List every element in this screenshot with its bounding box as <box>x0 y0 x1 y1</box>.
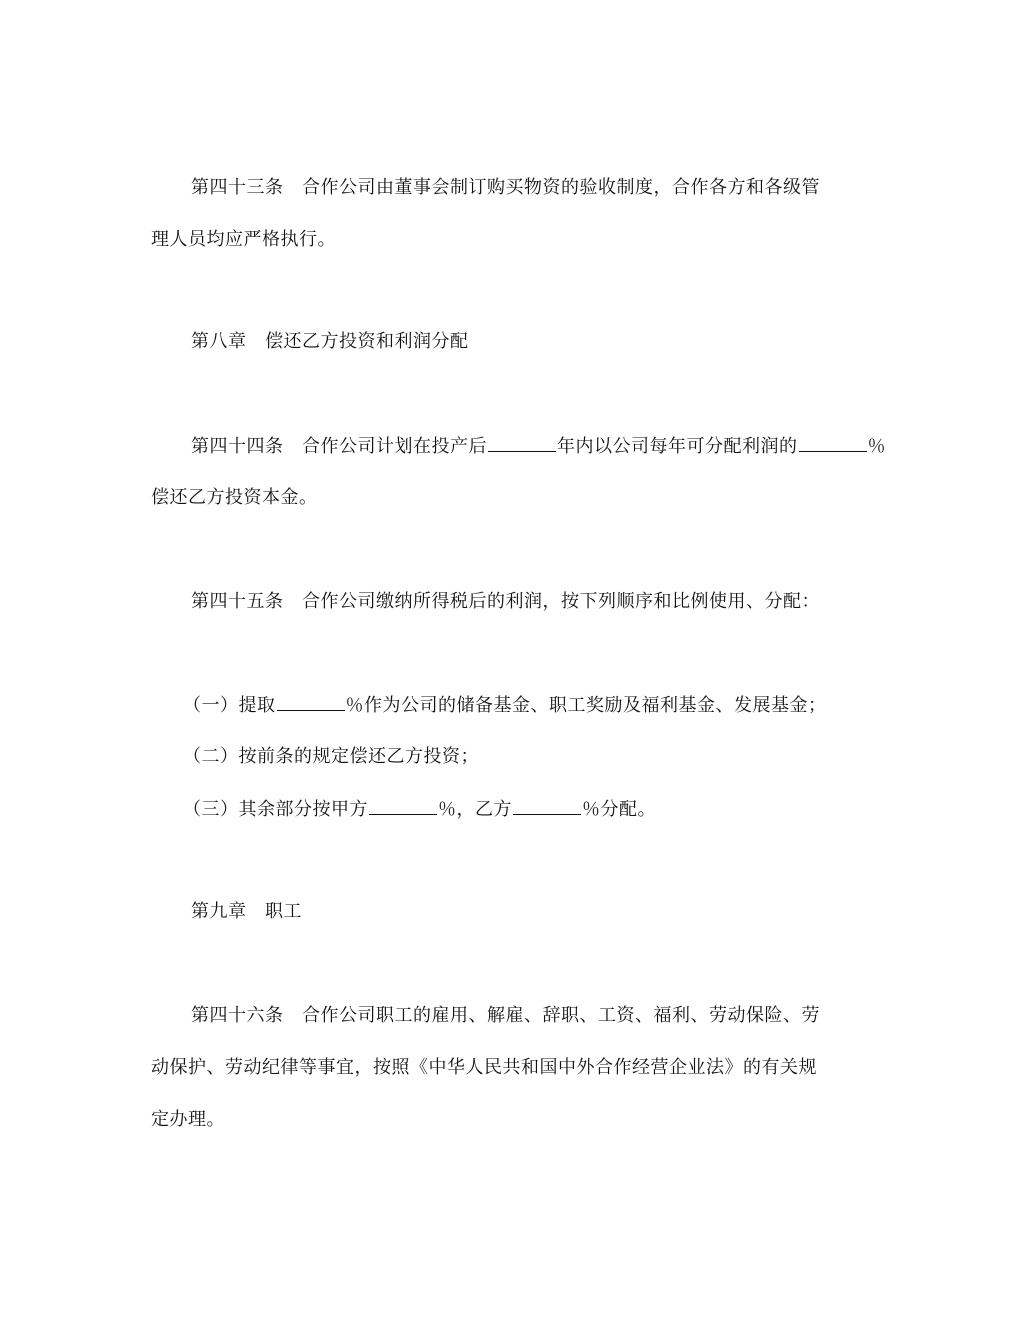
article-45-line-1: 第四十五条 合作公司缴纳所得税后的利润，按下列顺序和比例使用、分配： <box>191 591 820 612</box>
article-46-line-3: 定办理。 <box>151 1109 225 1130</box>
chapter-9-heading: 第九章 职工 <box>191 901 302 922</box>
blank-reserve-percent <box>277 693 345 711</box>
article-43-line-1: 第四十三条 合作公司由董事会制订购买物资的验收制度，合作各方和各级管 <box>191 177 820 198</box>
article-43-line-2: 理人员均应严格执行。 <box>151 229 336 250</box>
article-45-item-1 <box>183 693 827 718</box>
article-44-text-1: 第四十四条 合作公司计划在投产后 <box>191 436 487 457</box>
article-44-line-2: 偿还乙方投资本金。 <box>151 487 318 508</box>
item-3-text-3: ％分配。 <box>582 799 656 820</box>
blank-party-b-percent <box>513 797 581 815</box>
item-3-text-1: （三）其余部分按甲方 <box>183 799 368 820</box>
chapter-8-heading: 第八章 偿还乙方投资和利润分配 <box>191 331 469 352</box>
article-44-line-1 <box>191 434 886 459</box>
item-1-text-1: （一）提取 <box>183 695 276 716</box>
blank-party-a-percent <box>369 797 437 815</box>
article-45-item-3 <box>183 797 656 822</box>
blank-percent-profit <box>799 434 867 452</box>
item-1-text-2: ％作为公司的储备基金、职工奖励及福利基金、发展基金； <box>345 695 827 716</box>
article-44-text-3: ％ <box>867 436 886 457</box>
article-46-line-1: 第四十六条 合作公司职工的雇用、解雇、辞职、工资、福利、劳动保险、劳 <box>191 1005 820 1026</box>
article-46-line-2: 动保护、劳动纪律等事宜，按照《中华人民共和国中外合作经营企业法》的有关规 <box>151 1057 817 1078</box>
blank-years <box>488 434 556 452</box>
item-3-text-2: ％，乙方 <box>438 799 512 820</box>
article-45-item-2: （二）按前条的规定偿还乙方投资； <box>183 746 479 767</box>
article-44-text-2: 年内以公司每年可分配利润的 <box>557 436 798 457</box>
